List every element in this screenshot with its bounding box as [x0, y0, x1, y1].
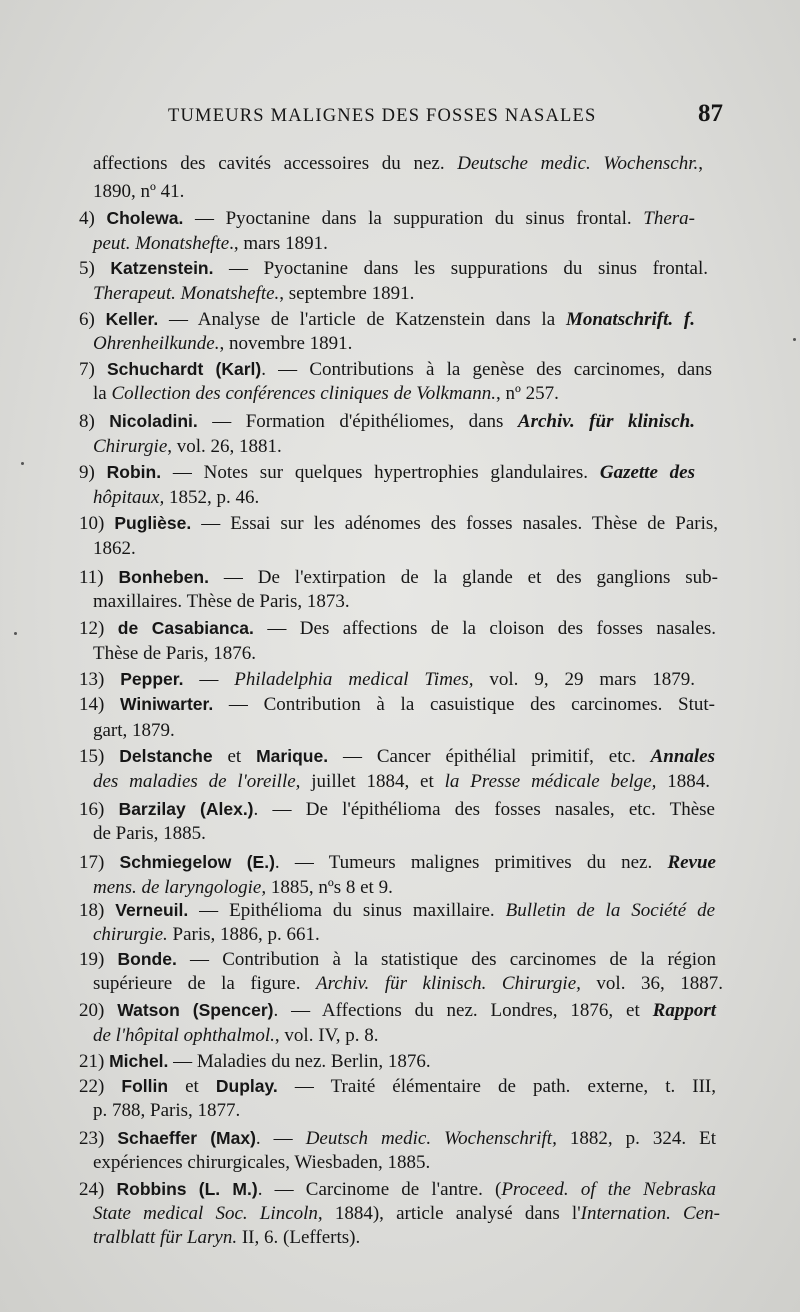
- author-name: Duplay.: [215, 1076, 278, 1096]
- text-segment: —: [183, 669, 235, 690]
- text-line: [93, 486, 259, 510]
- text-line: [79, 565, 718, 590]
- text-line: [79, 1126, 716, 1151]
- print-speck: [14, 632, 17, 635]
- text-segment: p. 788, Paris, 1877.: [93, 1100, 241, 1121]
- text-line: [93, 1099, 240, 1123]
- text-line: [93, 1226, 360, 1250]
- text-segment: — Analyse de l'article de Katzenstein dans la: [158, 309, 566, 330]
- italic-title: Annales: [650, 746, 716, 767]
- italic-title: Revue: [667, 852, 716, 873]
- text-segment: . — Carcinome de l'antre. (: [257, 1179, 502, 1200]
- text-line: [93, 232, 328, 256]
- author-name: Pepper.: [120, 669, 184, 689]
- text-segment: — Contribution à la casuistique des carcinomes. Stut-: [213, 694, 716, 715]
- text-line: [93, 1024, 379, 1048]
- entry-number: 13): [79, 669, 121, 690]
- text-segment: et: [212, 746, 257, 767]
- entry-number: 12): [79, 618, 118, 639]
- text-line: [79, 511, 718, 536]
- text-line: [79, 1074, 716, 1099]
- entry-number: 19): [79, 949, 118, 970]
- italic-title: Archiv. für klinisch.: [517, 411, 695, 432]
- text-line: [79, 797, 715, 822]
- italic-title: de l'hôpital ophthalmol.: [93, 1025, 275, 1046]
- text-line: [79, 256, 708, 281]
- page-number: 87: [698, 100, 723, 127]
- author-name: de Casabianca.: [117, 618, 254, 638]
- author-name: Cholewa.: [106, 208, 184, 228]
- author-name: Keller.: [105, 309, 159, 329]
- author-name: Marique.: [256, 746, 329, 766]
- text-segment: II, 6. (Lefferts).: [237, 1227, 361, 1248]
- text-segment: — Pyoctanine dans les suppurations du sinus frontal.: [213, 258, 708, 279]
- italic-title: Proceed. of the Nebraska: [501, 1179, 716, 1200]
- author-name: Winiwarter.: [120, 694, 214, 714]
- italic-title: mens. de laryngologie,: [93, 877, 267, 898]
- text-line: [79, 667, 695, 692]
- italic-title: Deutsch medic. Wochenschrift,: [305, 1128, 557, 1149]
- text-segment: de Paris, 1885.: [93, 823, 206, 844]
- text-segment: ., mars 1891.: [229, 233, 328, 254]
- text-line: [79, 307, 695, 332]
- text-line: [79, 850, 716, 875]
- entry-number: 16): [79, 799, 119, 820]
- italic-title: Thera-: [643, 208, 696, 229]
- italic-title: tralblatt für Laryn.: [93, 1227, 238, 1248]
- text-line: [93, 282, 414, 306]
- italic-title: Collection des conférences cliniques de Volkmann.: [111, 383, 496, 404]
- text-segment: — Pyoctanine dans la suppuration du sinus frontal.: [183, 208, 644, 229]
- italic-title: State medical Soc. Lincoln,: [93, 1203, 323, 1224]
- text-segment: . — De l'épithélioma des fosses nasales, etc. Thèse: [253, 799, 715, 820]
- italic-title: Bulletin de la Société de: [505, 900, 716, 921]
- italic-title: Therapeut. Monatshefte.: [93, 283, 280, 304]
- author-name: Bonheben.: [118, 567, 209, 587]
- text-segment: juillet 1884, et: [300, 771, 445, 792]
- text-segment: . — Affections du nez. Londres, 1876, et: [273, 1000, 653, 1021]
- text-segment: 1862.: [93, 538, 136, 559]
- author-name: Schuchardt (Karl): [107, 359, 262, 379]
- print-speck: [21, 462, 24, 465]
- entry-number: 17): [79, 852, 120, 873]
- text-line: [93, 972, 723, 996]
- author-name: Barzilay (Alex.): [118, 799, 254, 819]
- text-line: [79, 998, 716, 1023]
- text-line: [79, 206, 695, 231]
- text-segment: maxillaires. Thèse de Paris, 1873.: [93, 591, 350, 612]
- author-name: Bonde.: [117, 949, 177, 969]
- author-name: Watson (Spencer): [117, 1000, 274, 1020]
- entry-number: 4): [79, 208, 107, 229]
- text-line: [93, 923, 320, 947]
- text-segment: vol. 9, 29 mars 1879.: [473, 669, 695, 690]
- text-line: [79, 409, 695, 434]
- text-line: [93, 152, 703, 176]
- italic-title: peut. Monatshefte: [93, 233, 230, 254]
- author-name: Delstanche: [119, 746, 213, 766]
- text-line: [93, 590, 350, 614]
- text-segment: — Maladies du nez. Berlin, 1876.: [168, 1051, 431, 1072]
- text-segment: ,: [698, 153, 703, 174]
- text-segment: , vol. IV, p. 8.: [274, 1025, 379, 1046]
- text-segment: Thèse de Paris, 1876.: [93, 643, 257, 664]
- entry-number: 21): [79, 1051, 110, 1072]
- entry-number: 10): [79, 513, 115, 534]
- text-segment: 1852, p. 46.: [164, 487, 260, 508]
- text-segment: 1882, p. 324. Et: [556, 1128, 717, 1149]
- text-segment: — Epithélioma du sinus maxillaire.: [188, 900, 506, 921]
- text-segment: Paris, 1886, p. 661.: [167, 924, 320, 945]
- text-line: [79, 460, 695, 485]
- entry-number: 15): [79, 746, 120, 767]
- text-line: [93, 382, 559, 406]
- text-segment: et: [168, 1076, 216, 1097]
- italic-title: chirurgie.: [93, 924, 168, 945]
- running-head: TUMEURS MALIGNES DES FOSSES NASALES: [168, 106, 597, 126]
- print-speck: [793, 338, 796, 341]
- text-segment: — Essai sur les adénomes des fosses nasales. Thèse de Paris,: [191, 513, 719, 534]
- text-line: [79, 744, 715, 769]
- author-name: Nicoladini.: [109, 411, 198, 431]
- text-segment: — Traité élémentaire de path. externe, t. III,: [277, 1076, 717, 1097]
- text-segment: , septembre 1891.: [279, 283, 415, 304]
- entry-number: 22): [79, 1076, 122, 1097]
- author-name: Verneuil.: [115, 900, 189, 920]
- text-line: [79, 616, 716, 641]
- entry-number: 7): [79, 359, 107, 380]
- text-segment: 1890, nº 41.: [93, 181, 185, 202]
- italic-title: Deutsche medic. Wochenschr.: [457, 153, 699, 174]
- text-segment: , nº 257.: [495, 383, 559, 404]
- italic-title: hôpitaux,: [93, 487, 165, 508]
- author-name: Robin.: [106, 462, 162, 482]
- text-line: [79, 1049, 431, 1074]
- text-line: [79, 692, 715, 717]
- text-line: [93, 1202, 720, 1226]
- italic-title: Chirurgie: [93, 436, 168, 457]
- text-segment: — Formation d'épithéliomes, dans: [197, 411, 518, 432]
- text-segment: , novembre 1891.: [219, 333, 353, 354]
- entry-number: 8): [79, 411, 110, 432]
- entry-number: 14): [79, 694, 121, 715]
- entry-number: 18): [79, 900, 116, 921]
- entry-number: 5): [79, 258, 111, 279]
- text-segment: . —: [255, 1128, 306, 1149]
- text-segment: 1885, nºs 8 et 9.: [266, 877, 393, 898]
- text-segment: affections des cavités accessoires du nez.: [93, 153, 458, 174]
- text-segment: expériences chirurgicales, Wiesbaden, 1885.: [93, 1152, 431, 1173]
- italic-title: Monatschrift. f.: [565, 309, 696, 330]
- text-segment: — Notes sur quelques hypertrophies glandulaires.: [161, 462, 600, 483]
- text-line: [93, 332, 352, 356]
- author-name: Robbins (L. M.): [116, 1179, 258, 1199]
- italic-title: Internation. Cen-: [580, 1203, 720, 1224]
- italic-title: la Presse médicale belge,: [444, 771, 657, 792]
- entry-number: 9): [79, 462, 107, 483]
- text-segment: vol. 36, 1887.: [580, 973, 724, 994]
- text-segment: la: [93, 383, 112, 404]
- entry-number: 24): [79, 1179, 117, 1200]
- text-line: [79, 947, 716, 972]
- author-name: Follin: [121, 1076, 169, 1096]
- text-line: [93, 822, 206, 846]
- text-segment: . — Contributions à la genèse des carcinomes, dans: [261, 359, 713, 380]
- text-segment: gart, 1879.: [93, 720, 175, 741]
- text-segment: 1884), article analysé dans l': [322, 1203, 581, 1224]
- italic-title: Rapport: [652, 1000, 717, 1021]
- text-line: [93, 180, 184, 204]
- text-segment: — Cancer épithélial primitif, etc.: [328, 746, 651, 767]
- italic-title: Philadelphia medical Times,: [234, 669, 474, 690]
- italic-title: Archiv. für klinisch. Chirurgie,: [316, 973, 581, 994]
- text-line: [79, 357, 712, 382]
- italic-title: des maladies de l'oreille,: [93, 771, 301, 792]
- author-name: Michel.: [109, 1051, 169, 1071]
- entry-number: 11): [79, 567, 119, 588]
- text-segment: 1884.: [656, 771, 711, 792]
- text-segment: — Contribution à la statistique des carcinomes de la région: [176, 949, 716, 970]
- text-line: [93, 1151, 430, 1175]
- text-segment: . — Tumeurs malignes primitives du nez.: [274, 852, 668, 873]
- author-name: Katzenstein.: [110, 258, 214, 278]
- text-segment: — De l'extirpation de la glande et des ganglions sub-: [208, 567, 719, 588]
- author-name: Puglièse.: [114, 513, 192, 533]
- italic-title: Ohrenheilkunde.: [93, 333, 220, 354]
- italic-title: Gazette des: [599, 462, 696, 483]
- entry-number: 20): [79, 1000, 118, 1021]
- text-segment: — Des affections de la cloison des fosses nasales.: [253, 618, 716, 639]
- text-line: [93, 642, 256, 666]
- text-line: [93, 770, 710, 794]
- text-segment: supérieure de la figure.: [93, 973, 317, 994]
- text-line: [93, 719, 175, 743]
- text-line: [93, 876, 393, 900]
- text-line: [79, 1177, 716, 1202]
- author-name: Schmiegelow (E.): [119, 852, 275, 872]
- author-name: Schaeffer (Max): [117, 1128, 256, 1148]
- text-line: [93, 435, 282, 459]
- text-line: [93, 537, 136, 561]
- entry-number: 6): [79, 309, 106, 330]
- entry-number: 23): [79, 1128, 118, 1149]
- text-line: [79, 898, 715, 923]
- text-segment: , vol. 26, 1881.: [167, 436, 282, 457]
